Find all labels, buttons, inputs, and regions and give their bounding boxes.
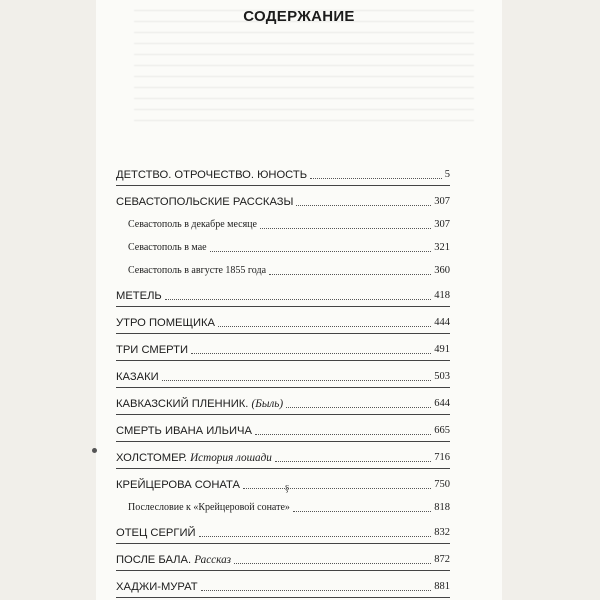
toc-entry-title: КАВКАЗСКИЙ ПЛЕННИК. (116, 398, 249, 410)
toc-entry-title: Севастополь в мае (128, 242, 207, 253)
dot-leader (210, 251, 432, 252)
dot-leader (191, 353, 431, 354)
toc-subentry (116, 211, 450, 234)
toc-entry (116, 186, 450, 211)
dot-leader (234, 563, 431, 564)
toc-page-number: 418 (434, 290, 450, 301)
toc-subentry (116, 234, 450, 257)
entry-divider (116, 597, 450, 598)
toc-entry-title: УТРО ПОМЕЩИКА (116, 317, 215, 329)
toc-page-number: 881 (434, 581, 450, 592)
toc-entry (116, 571, 450, 596)
toc-entry (116, 544, 450, 569)
toc-subentry (116, 257, 450, 280)
dot-leader (275, 461, 431, 462)
toc-entry (116, 166, 450, 184)
toc-page-number: 872 (434, 554, 450, 565)
toc-page-number: 665 (434, 425, 450, 436)
dot-leader (201, 590, 432, 591)
page-mark: ş (285, 481, 290, 493)
toc-entry (116, 361, 450, 386)
toc-entry-title: КАЗАКИ (116, 371, 159, 383)
page-title: СОДЕРЖАНИЕ (243, 8, 355, 25)
toc-entry (116, 307, 450, 332)
toc-page-number: 321 (434, 242, 450, 253)
toc-entry (116, 415, 450, 440)
toc-page-number: 818 (434, 502, 450, 513)
toc-entry-title: СЕВАСТОПОЛЬСКИЕ РАССКАЗЫ (116, 196, 294, 208)
toc-page-number: 503 (434, 371, 450, 382)
toc-entry (116, 469, 450, 494)
toc-subentry (116, 494, 450, 517)
toc-entry (116, 334, 450, 359)
toc-entry (116, 442, 450, 467)
toc-entry-subtitle: Рассказ (194, 554, 232, 566)
show-through-text (134, 10, 474, 130)
toc-entry-title: Севастополь в августе 1855 года (128, 265, 267, 276)
dot-leader (286, 407, 431, 408)
dot-leader (162, 380, 432, 381)
dot-leader (293, 511, 431, 512)
toc-entry-title: ТРИ СМЕРТИ (116, 344, 189, 356)
toc-entry-title: СМЕРТЬ ИВАНА ИЛЬИЧА (116, 425, 252, 437)
table-of-contents (116, 166, 450, 598)
toc-entry-title: ОТЕЦ СЕРГИЙ (116, 527, 196, 539)
toc-entry-title: КРЕЙЦЕРОВА СОНАТА (116, 479, 240, 491)
dot-leader (243, 488, 431, 489)
toc-page-number: 444 (434, 317, 450, 328)
toc-page-number: 644 (434, 398, 450, 409)
toc-page-number: 716 (434, 452, 450, 463)
dot-leader (310, 178, 442, 179)
toc-entry-title: ПОСЛЕ БАЛА. (116, 554, 192, 566)
toc-entry-title: Севастополь в декабре месяце (128, 219, 257, 230)
toc-page-number: 307 (434, 196, 450, 207)
toc-entry (116, 280, 450, 305)
dot-leader (296, 205, 431, 206)
toc-entry-subtitle: История лошади (190, 452, 272, 464)
dot-leader (199, 536, 432, 537)
dot-leader (165, 299, 431, 300)
toc-page-number: 832 (434, 527, 450, 538)
toc-entry-title: ХОЛСТОМЕР. (116, 452, 187, 464)
toc-page-number: 307 (434, 219, 450, 230)
ink-speck (92, 448, 97, 453)
toc-page-number: 750 (434, 479, 450, 490)
toc-entry-subtitle: (Быль) (251, 398, 284, 410)
toc-entry-title: ХАДЖИ-МУРАТ (116, 581, 198, 593)
dot-leader (218, 326, 431, 327)
toc-entry-title: МЕТЕЛЬ (116, 290, 162, 302)
toc-page-number: 360 (434, 265, 450, 276)
toc-entry (116, 388, 450, 413)
dot-leader (269, 274, 431, 275)
toc-entry (116, 517, 450, 542)
toc-entry-title: ДЕТСТВО. ОТРОЧЕСТВО. ЮНОСТЬ (116, 169, 308, 181)
toc-page-number: 491 (434, 344, 450, 355)
dot-leader (260, 228, 431, 229)
dot-leader (255, 434, 431, 435)
toc-page-number: 5 (444, 169, 450, 180)
book-page (96, 0, 502, 600)
toc-entry-title: Послесловие к «Крейцеровой сонате» (128, 502, 290, 513)
